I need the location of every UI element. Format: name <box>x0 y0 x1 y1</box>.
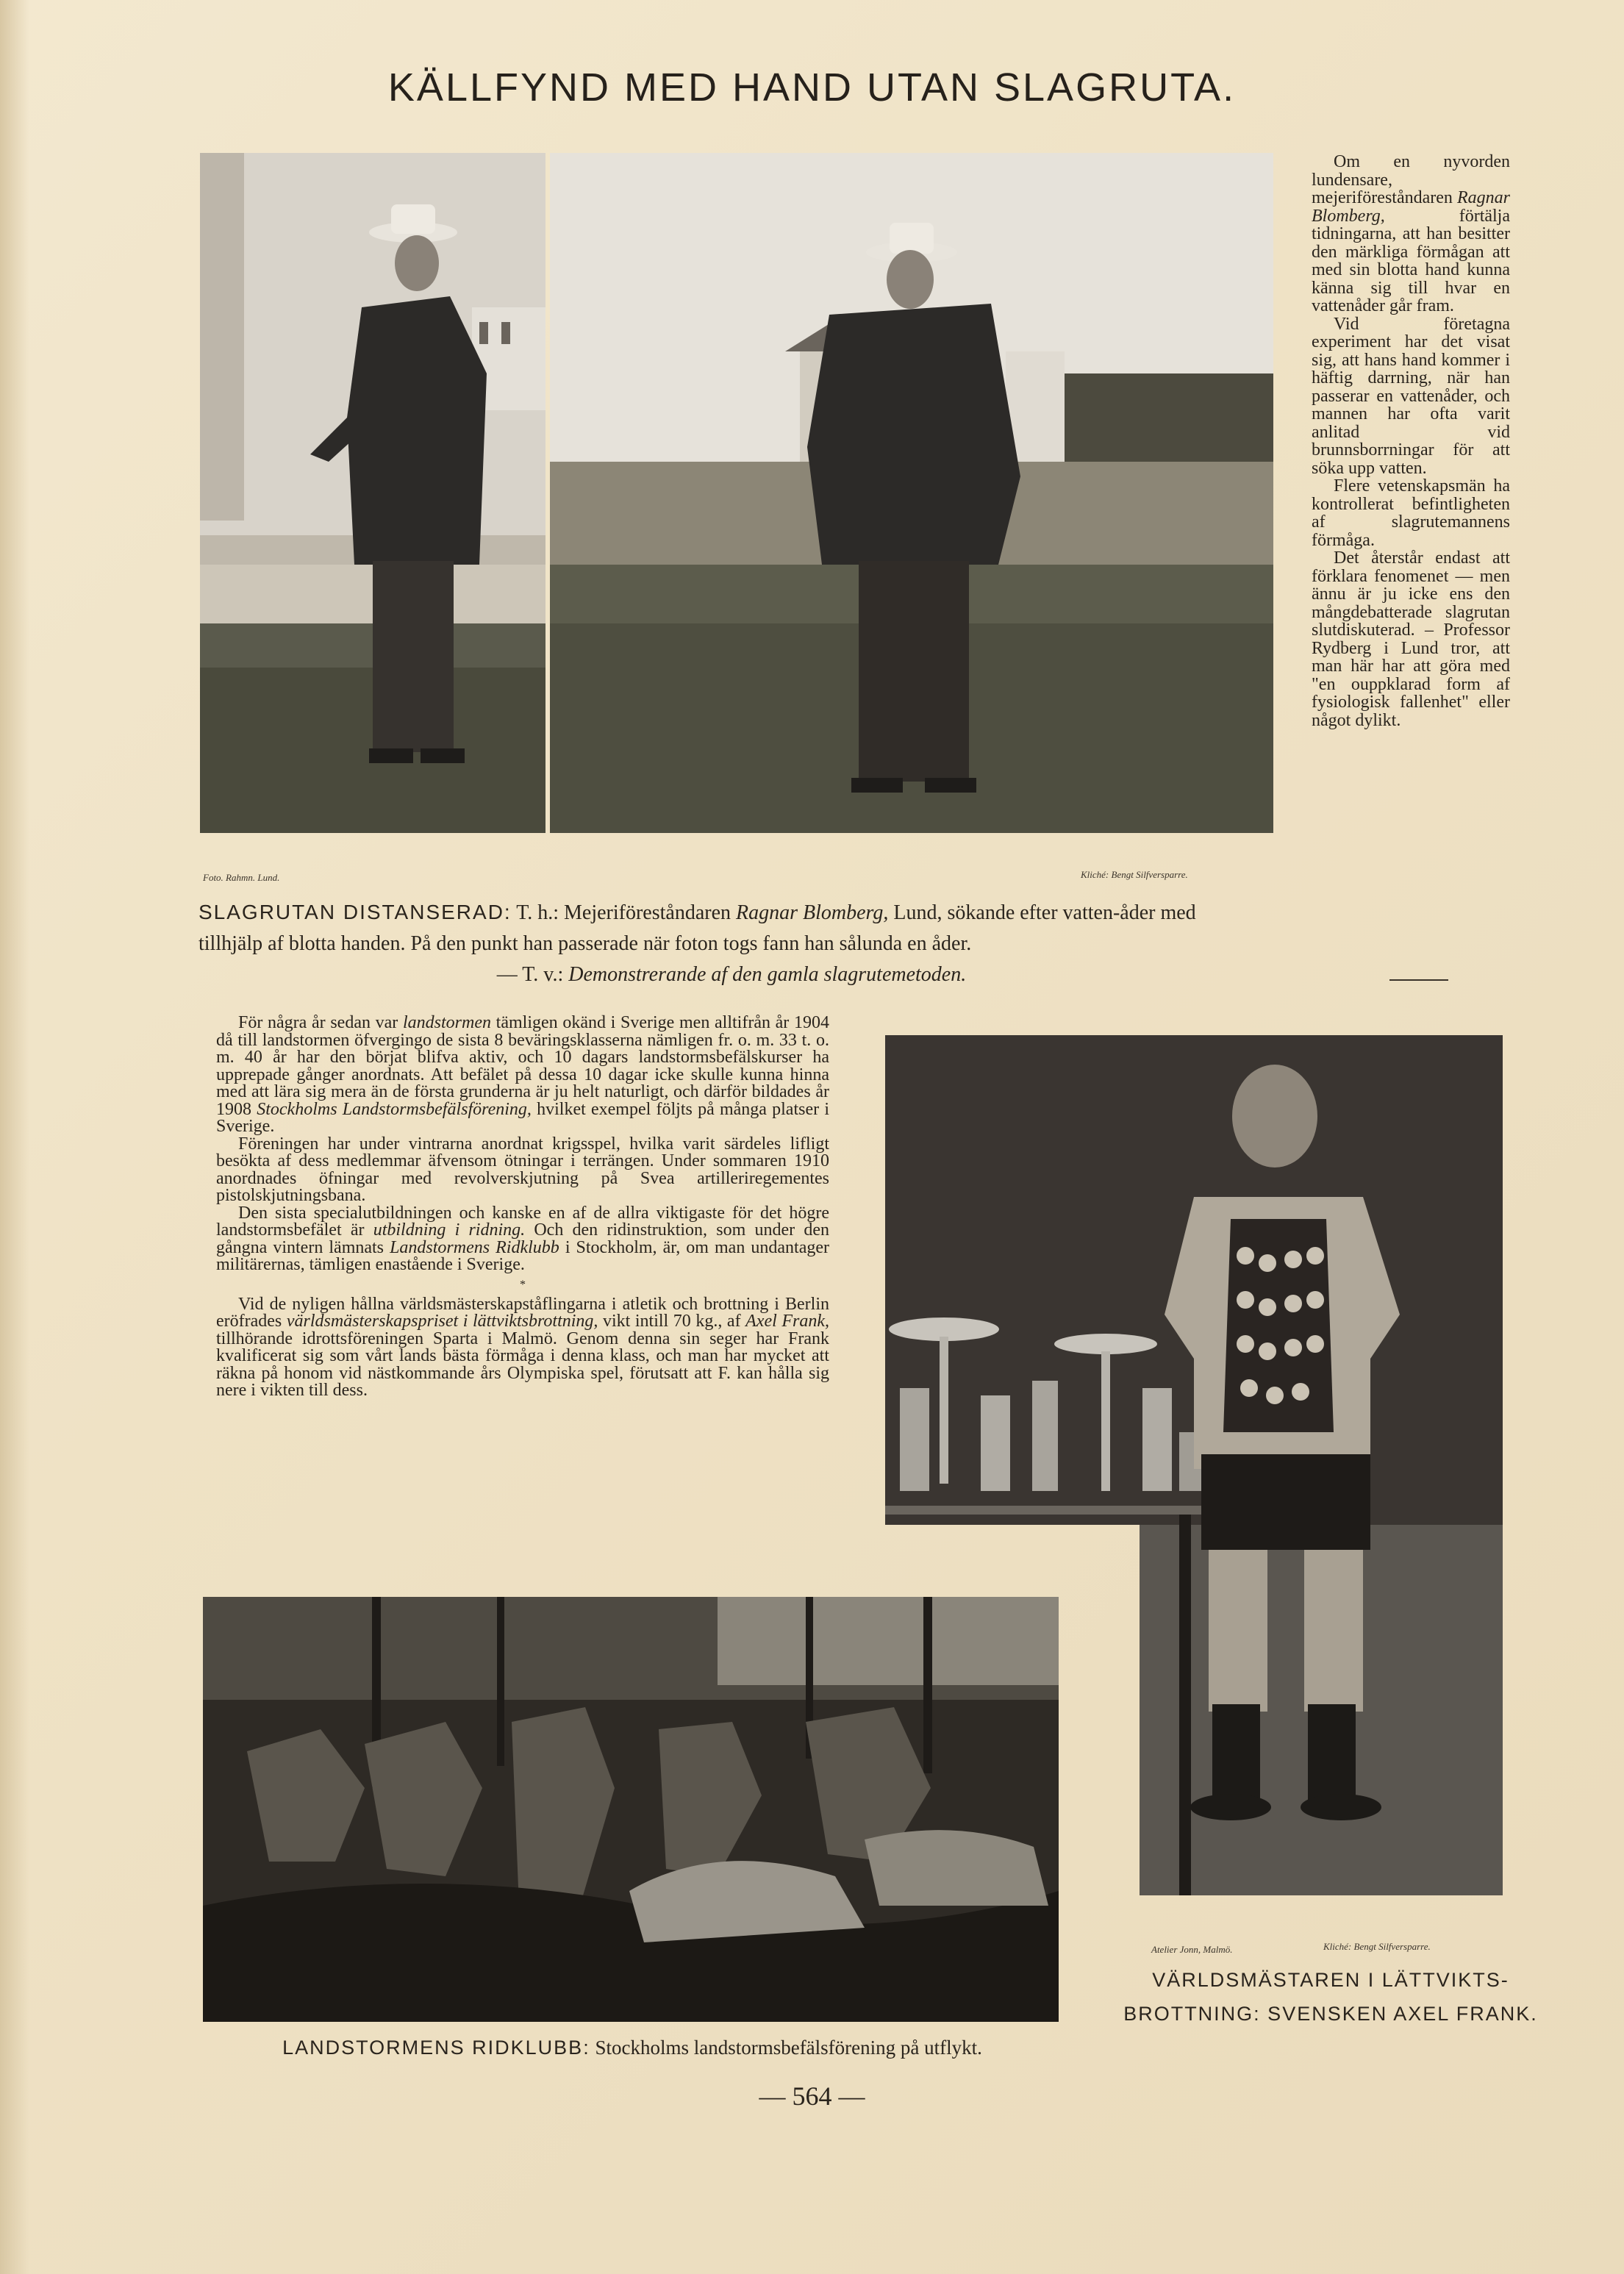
wrestler-caption: VÄRLDSMÄSTAREN I LÄTTVIKTS-BROTTNING: SVENSKEN AXEL FRANK. <box>1123 1969 1538 2025</box>
article-separator: * <box>520 1278 526 1291</box>
photo-slagrute-demonstration <box>200 153 545 833</box>
sidebar-paragraph: Flere vetenskapsmän ha kontrollerat befintligheten af slagrutemannens förmåga. <box>1312 476 1510 550</box>
caption-tv-text: Demonstrerande af den gamla slagrutemetoden. <box>568 963 967 986</box>
sidebar-paragraph: Vid företagna experiment har det visat sig, att hans hand kommer i häftig darrning, när han passerar en vattenåder, och mannen har ofta varit anlitad vid brunnsborrningar för att söka upp vatten. <box>1312 314 1510 478</box>
wrestler-photo-credit: Atelier Jonn, Malmö. <box>1151 1944 1233 1955</box>
top-cliche-credit: Kliché: Bengt Silfversparre. <box>1081 869 1188 880</box>
article-text: vikt intill 70 kg., af <box>598 1312 746 1331</box>
top-photo-caption <box>198 897 1264 990</box>
article-text: Den sista specialutbildningen och kanske en af de allra viktigaste för det högre landstormsbefälet är <box>216 1203 829 1240</box>
article-italic: utbildning i ridning. <box>373 1220 526 1240</box>
sidebar-article <box>1312 153 1510 729</box>
caption-text: Lund, sökande efter vatten-åder med tillhjälp af blotta handen. På den punkt han passerade när foton togs fann han sålunda en åder. <box>198 901 1196 955</box>
wrestler-cliche-credit: Kliché: Bengt Silfversparre. <box>1323 1941 1431 1952</box>
article-italic: världsmästerskapspriset i lättviktsbrottning, <box>286 1312 598 1331</box>
sidebar-name: Ragnar Blomberg, <box>1312 188 1510 226</box>
article-paragraph <box>216 1205 829 1274</box>
sidebar-paragraph <box>1312 153 1510 315</box>
article-paragraph <box>216 1296 829 1400</box>
caption-tv-prefix: — T. v.: <box>496 963 569 986</box>
article-italic: Axel Frank, <box>745 1312 829 1331</box>
top-photo-credit: Foto. Rahmn. Lund. <box>203 872 280 883</box>
article-paragraph <box>216 1015 829 1136</box>
article-italic: Landstormens Ridklubb <box>390 1237 559 1257</box>
article-text: i Stockholm, är, om man undantager militärernas, tämligen enastående i Sverige. <box>216 1237 829 1274</box>
page-title: KÄLLFYND MED HAND UTAN SLAGRUTA. <box>387 65 1237 110</box>
caption-lead: SLAGRUTAN DISTANSERAD: <box>198 901 512 923</box>
article-text: hvilket exempel följts på många platser i Sverige. <box>216 1099 830 1136</box>
sidebar-text: förtälja tidningarna, att han besitter den märkliga förmågan att med sin blotta hand kunna känna sig till hvar en vattenåder går fram. <box>1312 206 1510 315</box>
main-article <box>216 1015 829 1400</box>
page-edge-shadow <box>0 0 29 2274</box>
article-text: För några år sedan var <box>238 1013 403 1032</box>
page-number: — 564 — <box>759 2081 865 2111</box>
sidebar-paragraph: Det återstår endast att förklara fenomenet — men ännu är ju icke ens den mångdebatterade slagrutan slutdiskuterad. – Professor Rydberg i Lund tror, att man här har att göra med "en ouppklarad form af fysiologisk fallenhet" eller något dylikt. <box>1312 548 1510 730</box>
sidebar-text: Om en nyvorden lundensare, mejeriföreståndaren <box>1312 152 1510 207</box>
article-text: tämligen okänd i Sverige men alltifrån år 1904 då till landstormen öfvergingo de sista 8 beväringsklasserna nämligen fr. o. m. 33 t. o. m. 40 år har den börjat blifva aktiv, och 10 dagars landstormsbefälskurser ha upprepade gånger anordnats. Att befälet på dessa 10 dagar icke skulle kunna hinna med att lära sig mera än de första grunderna är ju helt naturligt, och därför bildades år 1908 <box>216 1013 829 1119</box>
caption-lead: LANDSTORMENS RIDKLUBB: <box>282 2037 590 2059</box>
article-italic: landstormen <box>402 1013 491 1032</box>
caption-text: Stockholms landstormsbefälsförening på utflykt. <box>590 2037 982 2059</box>
article-italic: Stockholms Landstormsbefälsförening, <box>257 1099 532 1119</box>
caption-text: T. h.: Mejeriföreståndaren <box>511 901 736 924</box>
article-text: Vid de nyligen hållna världsmästerskapståflingarna i atletik och brottning i Berlin eröfrades <box>216 1294 829 1331</box>
caption-name: Ragnar Blomberg, <box>736 901 889 924</box>
bottom-photo-caption <box>206 2037 1059 2059</box>
article-text: Och den ridinstruktion, som under den gångna vintern lämnats <box>216 1220 829 1257</box>
article-paragraph: Föreningen har under vintrarna anordnat krigsspel, hvilka varit särdeles lifligt besökta af dess medlemmar äfvensom ötningar i terrängen. Under sommaren 1910 anordnades öfningar med revolverskjutning på Svea artilleriregementes pistolskjutningsbana. <box>216 1134 829 1205</box>
photo-landstormens-ridklubb <box>203 1597 1059 2022</box>
photo-ragnar-blomberg <box>550 153 1273 833</box>
article-text: tillhörande idrottsföreningen Sparta i Malmö. Genom denna sin seger har Frank kvalificerat sig som vårt lands bästa förmåga i denna klass, och man har mycket att räkna på honom vid nästkommande års Olympiska spel, förutsatt att F. kan hålla sig nere i vikten till dess. <box>216 1329 829 1400</box>
sidebar-end-rule <box>1389 979 1448 981</box>
